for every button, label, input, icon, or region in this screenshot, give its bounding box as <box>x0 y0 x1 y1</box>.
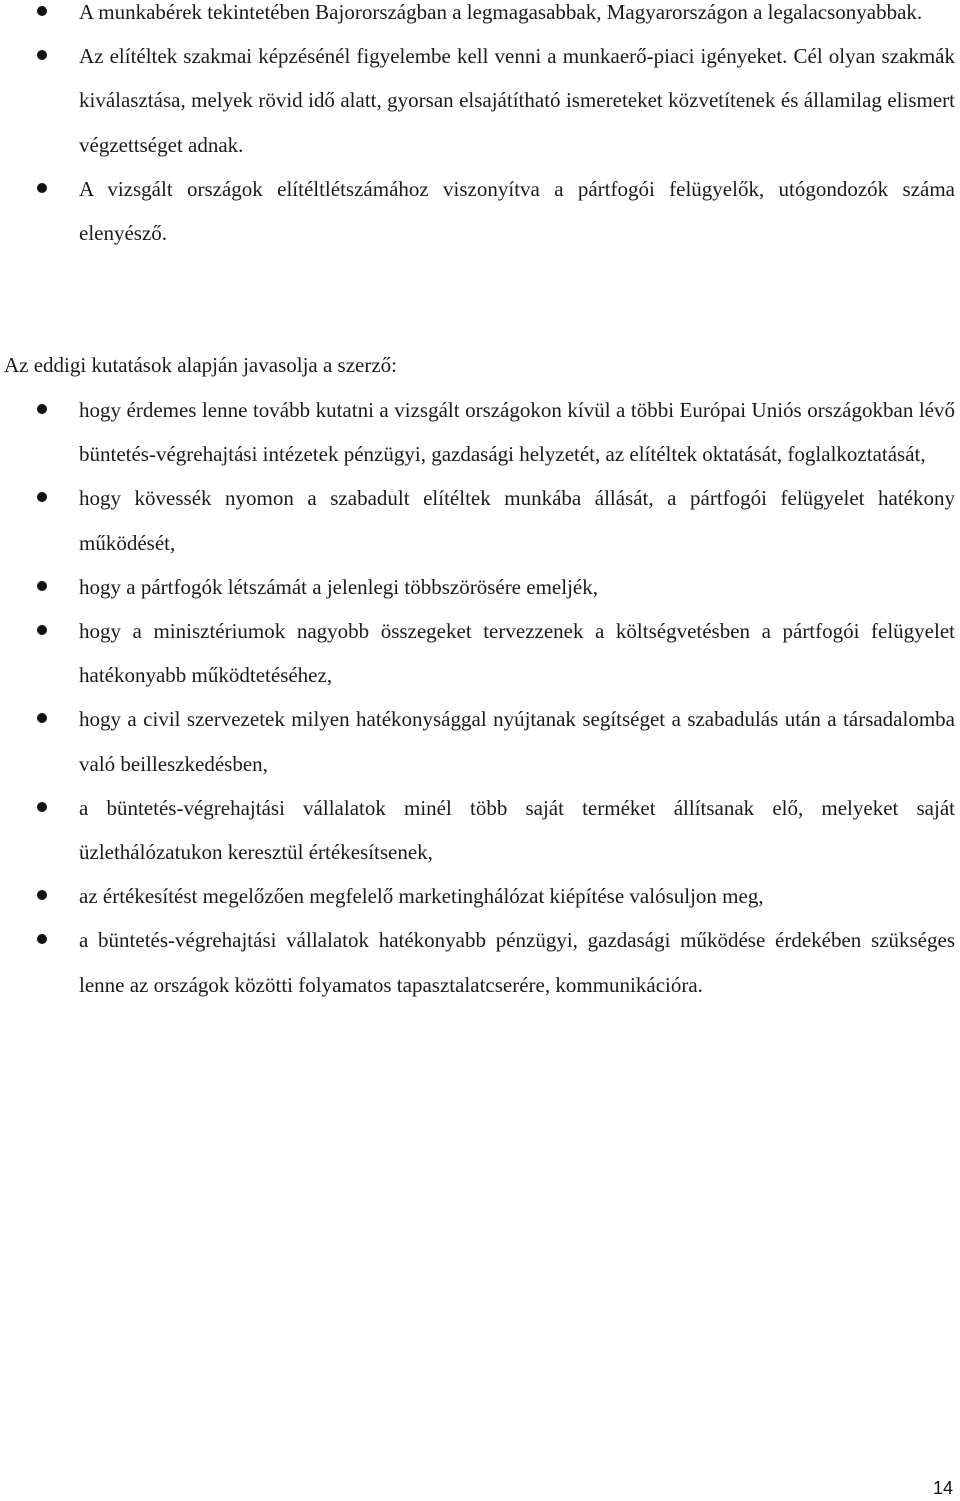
list-item-text: hogy a pártfogók létszámát a jelenlegi többszörösére emeljék, <box>79 574 598 599</box>
list-item-text: Az elítéltek szakmai képzésénél figyelembe kell venni a munkaerő-piaci igényeket. Cél olyan szakmák kiválasztása, melyek rövid idő alatt, gyorsan elsajátítható ismereteket közvetítenek és államilag elismert végzettséget adnak. <box>79 44 955 157</box>
list-item-text: hogy a civil szervezetek milyen hatékonysággal nyújtanak segítséget a szabadulás után a társadalomba való beilleszkedésben, <box>79 707 955 776</box>
bullet-icon <box>37 802 47 812</box>
bullet-icon <box>37 581 47 591</box>
bullet-icon <box>37 890 47 900</box>
list-item <box>0 697 960 785</box>
findings-list <box>0 0 960 255</box>
list-item <box>0 34 960 167</box>
list-item <box>0 609 960 697</box>
findings-list-block <box>0 0 960 255</box>
list-item <box>0 167 960 255</box>
recommendations-list-block <box>0 388 960 1007</box>
recommendations-list <box>0 388 960 1007</box>
bullet-icon <box>37 6 47 16</box>
list-item <box>0 874 960 918</box>
bullet-icon <box>37 934 47 944</box>
list-item <box>0 918 960 1006</box>
list-item-text: A vizsgált országok elítéltlétszámához viszonyítva a pártfogói felügyelők, utógondozók száma elenyésző. <box>79 176 955 246</box>
list-item <box>0 565 960 609</box>
bullet-icon <box>37 404 47 414</box>
bullet-icon <box>37 492 47 502</box>
list-item <box>0 388 960 476</box>
bullet-icon <box>37 713 47 723</box>
bullet-icon <box>37 183 47 193</box>
intro-paragraph: Az eddigi kutatások alapján javasolja a szerző: <box>4 353 398 377</box>
list-item-text: a büntetés-végrehajtási vállalatok minél több saját terméket állítsanak elő, melyeket saját üzlethálózatukon keresztül értékesítsenek, <box>79 795 955 865</box>
list-item-text: hogy kövessék nyomon a szabadult elítéltek munkába állását, a pártfogói felügyelet hatékony működését, <box>79 486 955 555</box>
list-item-text: hogy a minisztériumok nagyobb összegeket tervezzenek a költségvetésben a pártfogói felügyelet hatékonyabb működtetéséhez, <box>79 619 955 688</box>
bullet-icon <box>37 50 47 60</box>
list-item-text: hogy érdemes lenne tovább kutatni a vizsgált országokon kívül a többi Európai Uniós országokban lévő büntetés-végrehajtási intézetek pénzügyi, gazdasági helyzetét, az elítéltek oktatását, foglalkoztatását, <box>79 398 955 467</box>
list-item-text: a büntetés-végrehajtási vállalatok hatékonyabb pénzügyi, gazdasági működése érdekében szükséges lenne az országok közötti folyamatos tapasztalatcserére, kommunikációra. <box>79 928 955 997</box>
list-item-text: az értékesítést megelőzően megfelelő marketinghálózat kiépítése valósuljon meg, <box>79 884 764 909</box>
list-item-text: A munkabérek tekintetében Bajorországban a legmagasabbak, Magyarországon a legalacsonyabbak. <box>79 0 923 24</box>
page-number: 14 <box>932 1478 953 1498</box>
list-item <box>0 476 960 564</box>
list-item <box>0 786 960 874</box>
bullet-icon <box>37 625 47 635</box>
list-item <box>0 0 960 34</box>
